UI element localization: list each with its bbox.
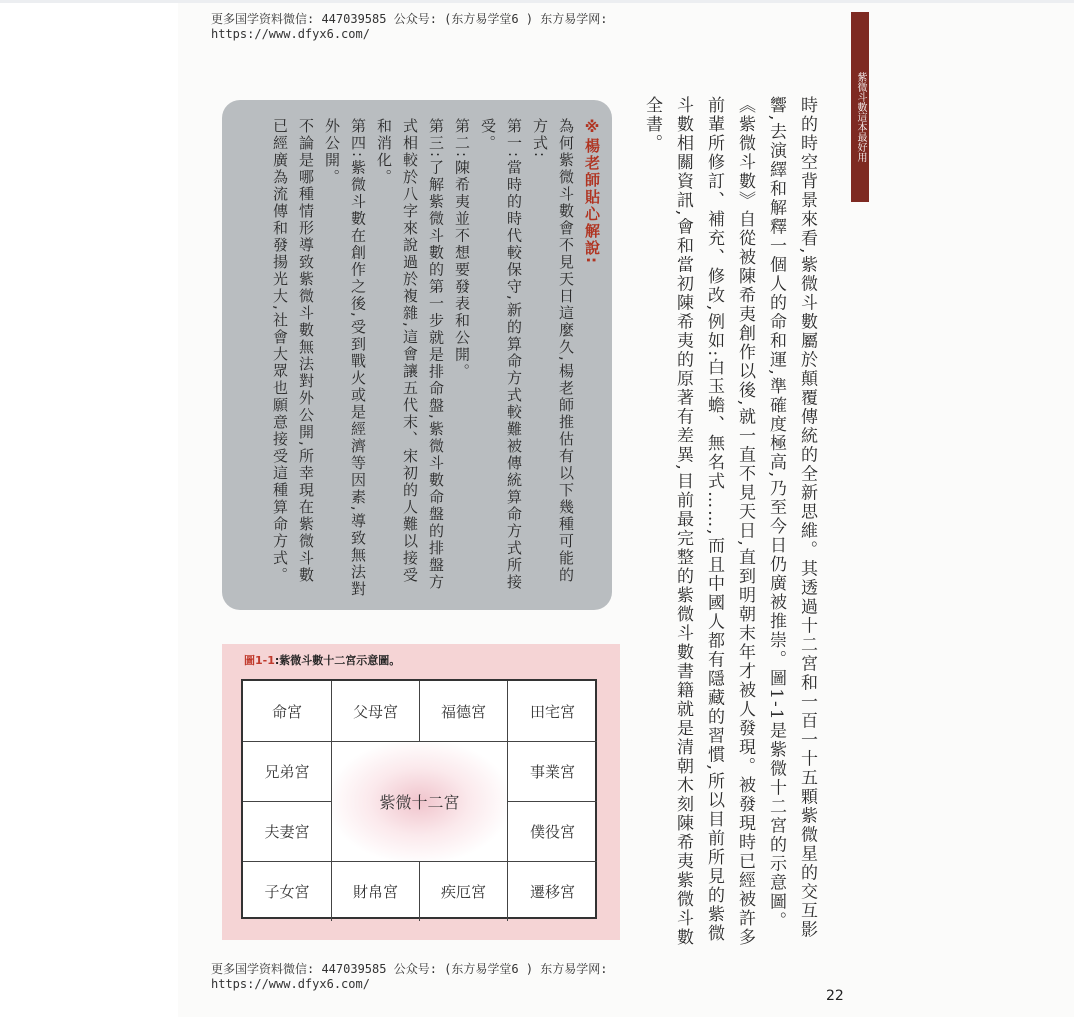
watermark-url: https://www.dfyx6.com/ — [211, 27, 370, 41]
figure-caption-text: :紫微斗數十二宮示意圖。 — [274, 654, 401, 667]
palace-cell: 命宮 — [243, 681, 332, 742]
palace-cell: 事業宮 — [508, 742, 597, 802]
figure-number: 圖1-1 — [244, 654, 275, 667]
main-text — [632, 96, 822, 956]
watermark-line-1: 更多国学资料微信: 447039585 公众号: (东方易学堂6 ) 东方易学网: — [211, 962, 608, 976]
watermark-top — [211, 12, 608, 42]
palace-cell: 子女宮 — [243, 862, 332, 921]
tip-intro: 為何紫微斗數會不見天日這麼久,楊老師推估有以下幾種可能的方式: — [531, 118, 575, 584]
palace-cell: 兄弟宮 — [243, 742, 332, 802]
body-paragraph-1: 時的時空背景來看,紫微斗數屬於顛覆傳統的全新思維。其透過十二宮和一百一十五顆紫微星的交互影響,去演繹和解釋一個人的命和運,準確度極高,乃至今日仍廣被推崇。圖1-1是紫微十二宮的示意圖。 — [766, 96, 817, 940]
palace-cell: 夫妻宮 — [243, 802, 332, 862]
palace-cell: 遷移宮 — [529, 883, 575, 901]
twelve-palace-diagram — [241, 679, 597, 919]
palace-cell: 僕役宮 — [508, 802, 597, 862]
palace-center-label: 紫微十二宮 — [332, 742, 508, 862]
palace-cell: 財帛宮 — [332, 862, 420, 921]
page-number: 22 — [826, 988, 844, 1004]
tip-item-3: 第三:了解紫微斗數的第一步就是排命盤,紫微斗數命盤的排盤方式相較於八字來說過於複雜,這會讓五代末、宋初的人難以接受和消化。 — [375, 118, 445, 591]
palace-cell: 福德宮 — [420, 681, 508, 742]
tip-item-1: 第一:當時的時代較保守,新的算命方式較難被傳統算命方式所接受。 — [479, 118, 523, 591]
tip-item-2: 第二:陳希夷並不想要發表和公開。 — [453, 118, 471, 381]
body-paragraph-2: 《紫微斗數》自從被陳希夷創作以後,就一直不見天日,直到明朝末年才被人發現。被發現時已經被許多前輩所修訂、補充、修改,例如:白玉蟾、無名式……,而且中國人都有隱藏的習慣,所以目前所見的紫微斗數相關資訊,會和當初陳希夷的原著有差異,目前最完整的紫微斗數書籍就是清朝木刻陳希夷紫微斗數全書。 — [642, 96, 755, 947]
tip-title: ※楊老師貼心解說: — [583, 118, 601, 265]
palace-cell: 疾厄宮 — [420, 862, 508, 921]
chapter-tab: 紫微斗數這本最好用 — [851, 12, 869, 202]
palace-cell: 田宅宮 — [508, 681, 597, 742]
tip-callout-text — [240, 118, 605, 598]
watermark-url: https://www.dfyx6.com/ — [211, 977, 370, 991]
figure-caption — [244, 652, 400, 668]
tip-item-4: 第四:紫微斗數在創作之後,受到戰火或是經濟等因素,導致無法對外公開。 — [323, 118, 367, 598]
watermark-line-1: 更多国学资料微信: 447039585 公众号: (东方易学堂6 ) 东方易学网: — [211, 12, 608, 26]
watermark-bottom — [211, 962, 608, 992]
tip-closing: 不論是哪種情形導致紫微斗數無法對外公開,所幸現在紫微斗數已經廣為流傳和發揚光大,社會大眾也願意接受這種算命方式。 — [271, 118, 315, 584]
palace-cell: 父母宮 — [332, 681, 420, 742]
